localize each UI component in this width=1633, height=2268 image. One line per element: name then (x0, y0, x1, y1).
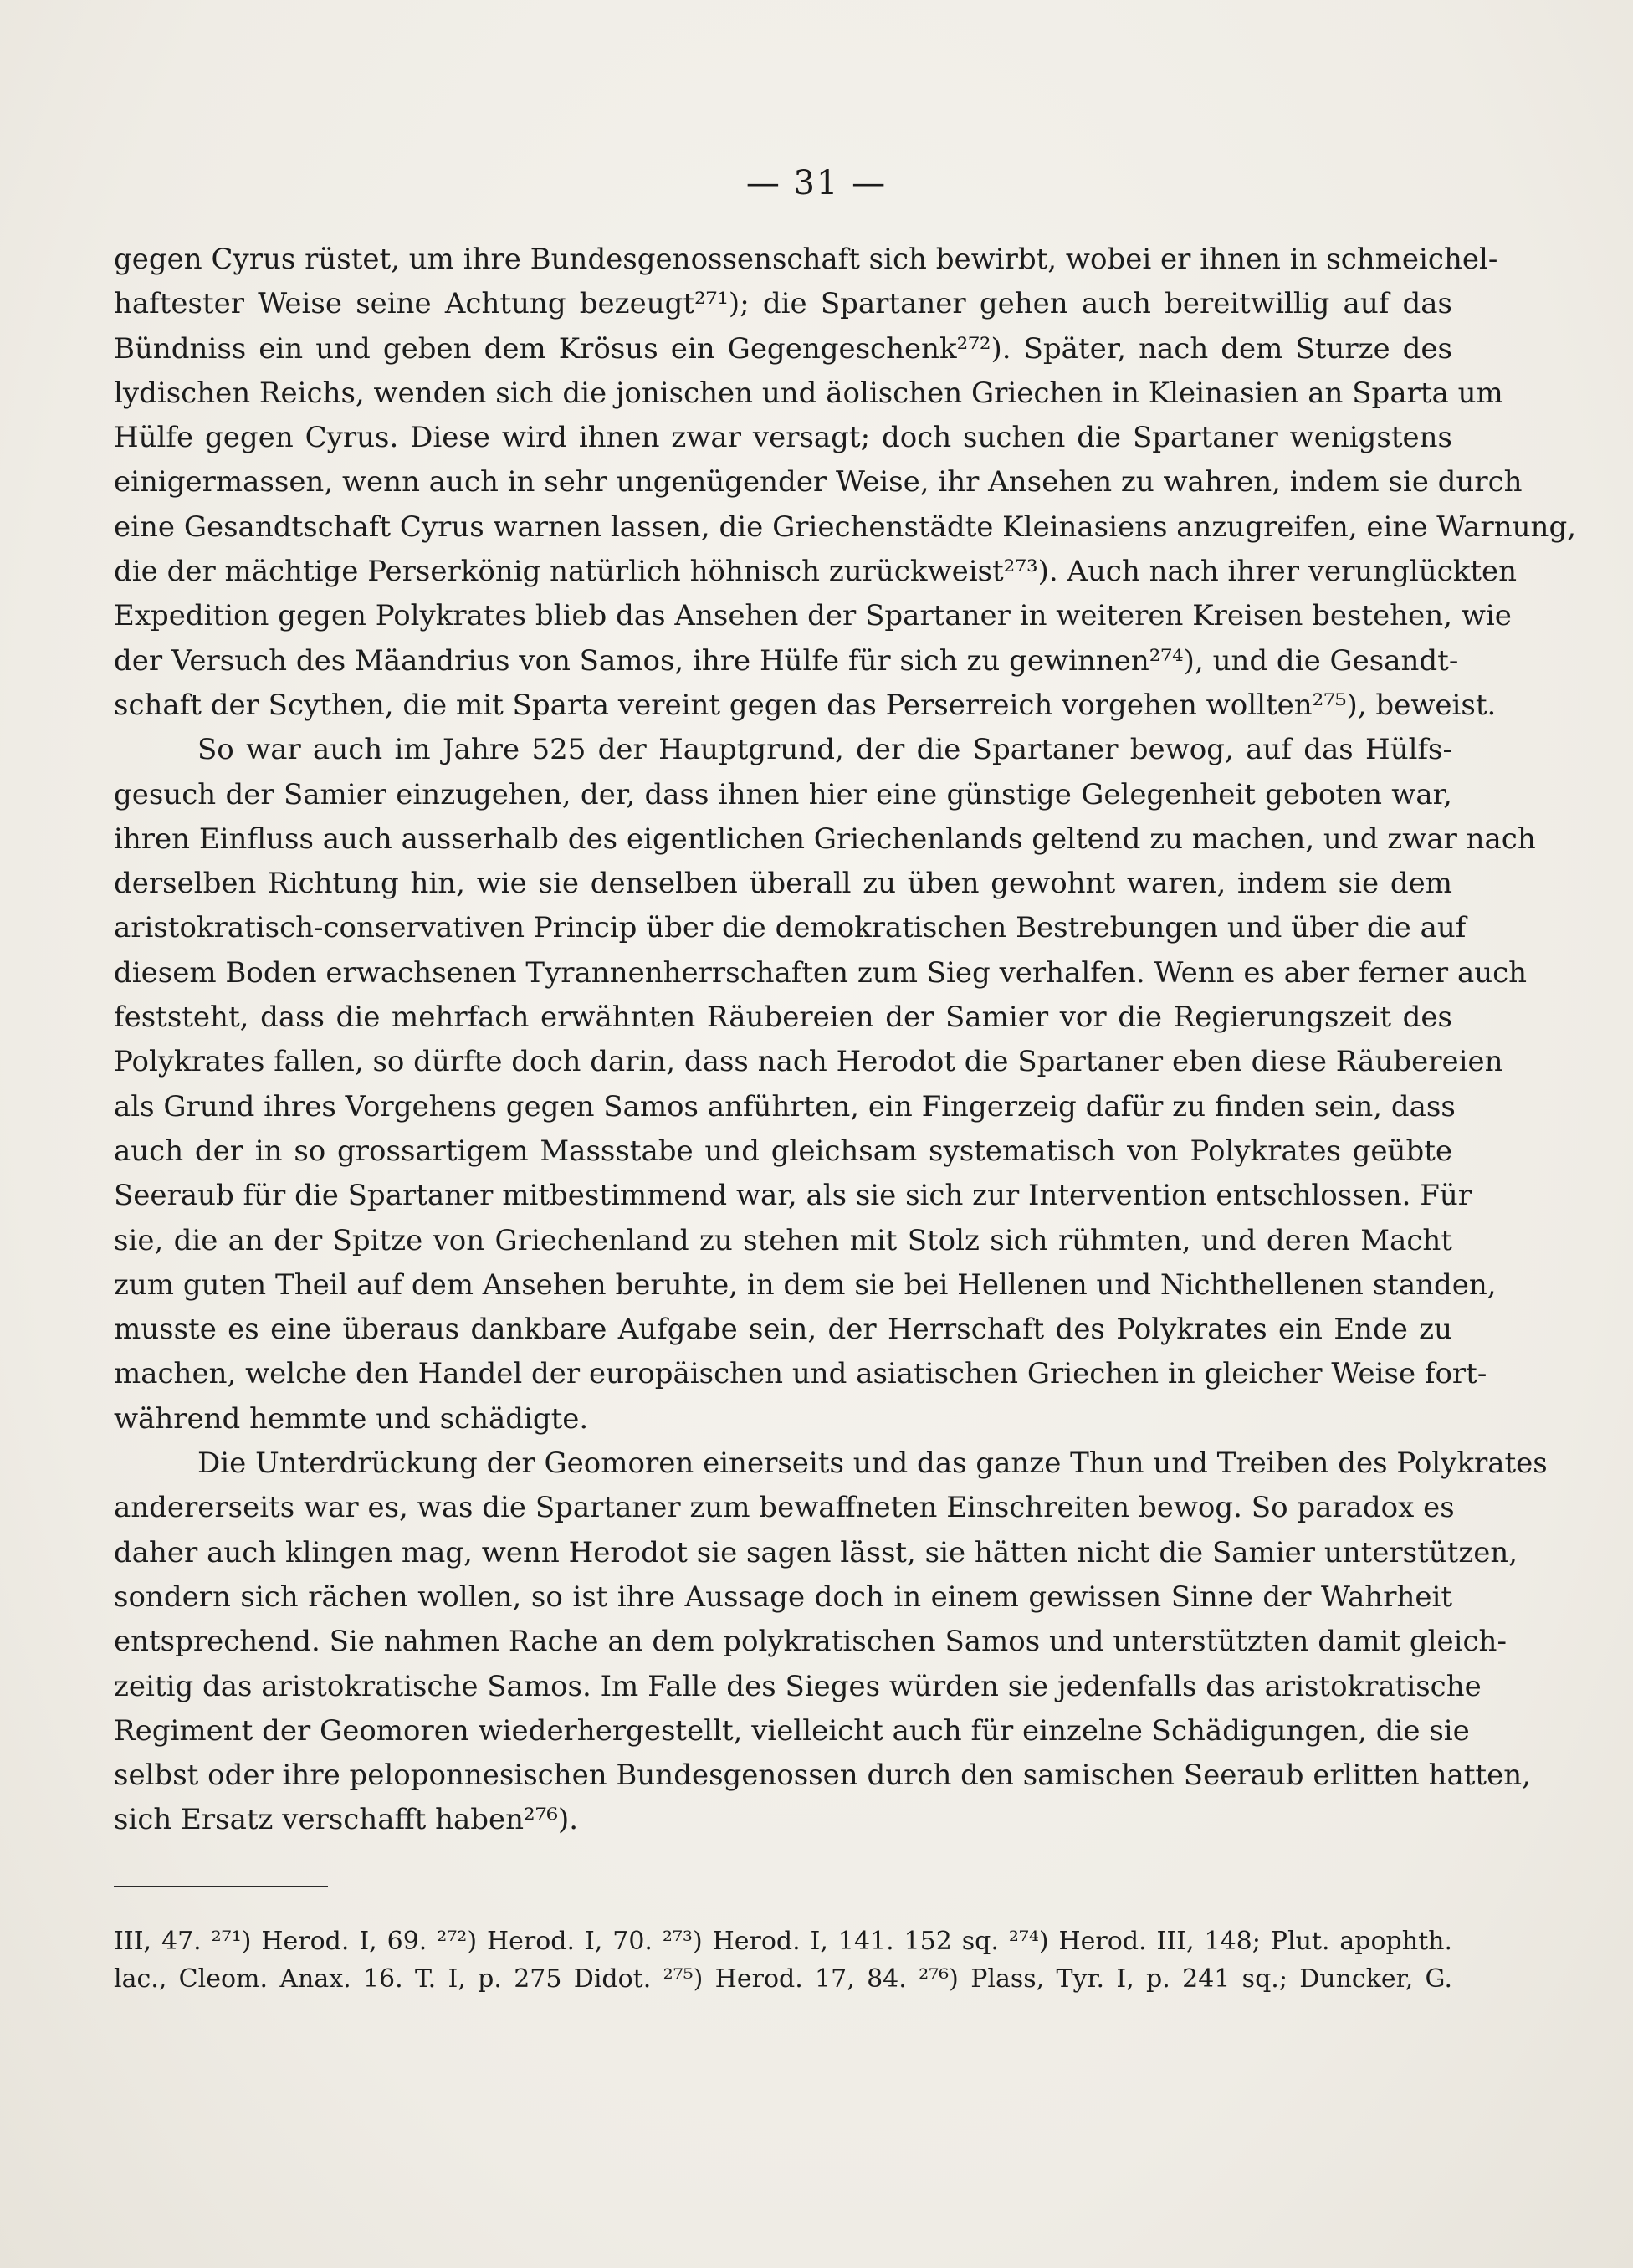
text-line: selbst oder ihre peloponnesischen Bundesgenossen durch den samischen Seeraub erlitten hatten, (114, 1759, 1531, 1793)
text-line: schaft der Scythen, die mit Sparta vereint gegen das Perserreich vorgehen wollten²⁷⁵), beweist. (114, 688, 1497, 722)
footnote-line: lac., Cleom. Anax. 16. T. I, p. 275 Didot. ²⁷⁵) Herod. 17, 84. ²⁷⁶) Plass, Tyr. I, p. 241 sq.; Duncker, G. (114, 1964, 1452, 1994)
text-line: sondern sich rächen wollen, so ist ihre Aussage doch in einem gewissen Sinne der Wahrheit (114, 1579, 1452, 1614)
text-line: sich Ersatz verschafft haben²⁷⁶). (114, 1803, 579, 1837)
text-line: als Grund ihres Vorgehens gegen Samos anführten, ein Fingerzeig dafür zu finden sein, dass (114, 1089, 1456, 1124)
text-line: entsprechend. Sie nahmen Rache an dem polykratischen Samos und unterstützten damit gleich- (114, 1625, 1507, 1659)
text-line: sie, die an der Spitze von Griechenland zu stehen mit Stolz sich rühmten, und deren Macht (114, 1223, 1452, 1257)
text-line: Polykrates fallen, so dürfte doch darin, dass nach Herodot die Spartaner eben diese Räubereien (114, 1045, 1503, 1079)
text-line: Hülfe gegen Cyrus. Diese wird ihnen zwar versagt; doch suchen die Spartaner wenigstens (114, 421, 1452, 455)
footnote-divider (114, 1886, 328, 1887)
text-line: Bündniss ein und geben dem Krösus ein Gegengeschenk²⁷²). Später, nach dem Sturze des (114, 331, 1452, 366)
text-line: andererseits war es, was die Spartaner zum bewaffneten Einschreiten bewog. So paradox es (114, 1491, 1455, 1525)
text-line: ihren Einfluss auch ausserhalb des eigentlichen Griechenlands geltend zu machen, und zwar nach (114, 822, 1536, 856)
text-line: gesuch der Samier einzugehen, der, dass ihnen hier eine günstige Gelegenheit geboten war, (114, 777, 1452, 811)
text-line: zeitig das aristokratische Samos. Im Falle des Sieges würden sie jedenfalls das aristokratische (114, 1669, 1482, 1703)
text-line: daher auch klingen mag, wenn Herodot sie sagen lässt, sie hätten nicht die Samier unterstützen, (114, 1535, 1518, 1569)
text-line: feststeht, dass die mehrfach erwähnten Räubereien der Samier vor die Regierungszeit des (114, 1001, 1452, 1035)
text-line: Seeraub für die Spartaner mitbestimmend war, als sie sich zur Intervention entschlossen. Für (114, 1179, 1472, 1213)
text-line: während hemmte und schädigte. (114, 1401, 589, 1436)
paragraph-start-line: So war auch im Jahre 525 der Hauptgrund, der die Spartaner bewog, auf das Hülfs- (197, 733, 1452, 767)
text-line: derselben Richtung hin, wie sie denselben überall zu üben gewohnt waren, indem sie dem (114, 867, 1452, 901)
text-line: Regiment der Geomoren wiederhergestellt, vielleicht auch für einzelne Schädigungen, die sie (114, 1713, 1470, 1748)
text-line: Expedition gegen Polykrates blieb das Ansehen der Spartaner in weiteren Kreisen bestehen, wie (114, 599, 1512, 633)
footnotes (114, 1922, 1452, 1998)
text-line: haftester Weise seine Achtung bezeugt²⁷¹); die Spartaner gehen auch bereitwillig auf das (114, 287, 1452, 321)
text-line: diesem Boden erwachsenen Tyrannenherrschaften zum Sieg verhalfen. Wenn es aber ferner auch (114, 955, 1528, 990)
text-line: einigermassen, wenn auch in sehr ungenügender Weise, ihr Ansehen zu wahren, indem sie durch (114, 465, 1523, 499)
text-line: der Versuch des Mäandrius von Samos, ihre Hülfe für sich zu gewinnen²⁷⁴), und die Gesandt- (114, 643, 1459, 678)
paragraph-start-line: Die Unterdrückung der Geomoren einerseits und das ganze Thun und Treiben des Polykrates (197, 1446, 1548, 1481)
text-line: machen, welche den Handel der europäischen und asiatischen Griechen in gleicher Weise fort- (114, 1357, 1487, 1391)
text-line: eine Gesandtschaft Cyrus warnen lassen, die Griechenstädte Kleinasiens anzugreifen, eine Warnung, (114, 509, 1577, 544)
text-line: zum guten Theil auf dem Ansehen beruhte, in dem sie bei Hellenen und Nichthellenen standen, (114, 1267, 1497, 1302)
text-line: lydischen Reichs, wenden sich die jonischen und äolischen Griechen in Kleinasien an Sparta um (114, 376, 1503, 410)
text-line: gegen Cyrus rüstet, um ihre Bundesgenossenschaft sich bewirbt, wobei er ihnen in schmeichel- (114, 243, 1498, 276)
page-number: — 31 — (745, 164, 888, 202)
body-text (114, 238, 1577, 1843)
text-line: auch der in so grossartigem Massstabe und gleichsam systematisch von Polykrates geübte (114, 1134, 1452, 1168)
text-line: musste es eine überaus dankbare Aufgabe sein, der Herrschaft des Polykrates ein Ende zu (114, 1313, 1452, 1347)
text-line: die der mächtige Perserkönig natürlich höhnisch zurückweist²⁷³). Auch nach ihrer verunglückten (114, 555, 1518, 589)
text-line: aristokratisch-conservativen Princip über die demokratischen Bestrebungen und über die auf (114, 911, 1467, 945)
footnote-line: III, 47. ²⁷¹) Herod. I, 69. ²⁷²) Herod. I, 70. ²⁷³) Herod. I, 141. 152 sq. ²⁷⁴) Herod. III, 148; Plut. apophth. (114, 1927, 1452, 1956)
